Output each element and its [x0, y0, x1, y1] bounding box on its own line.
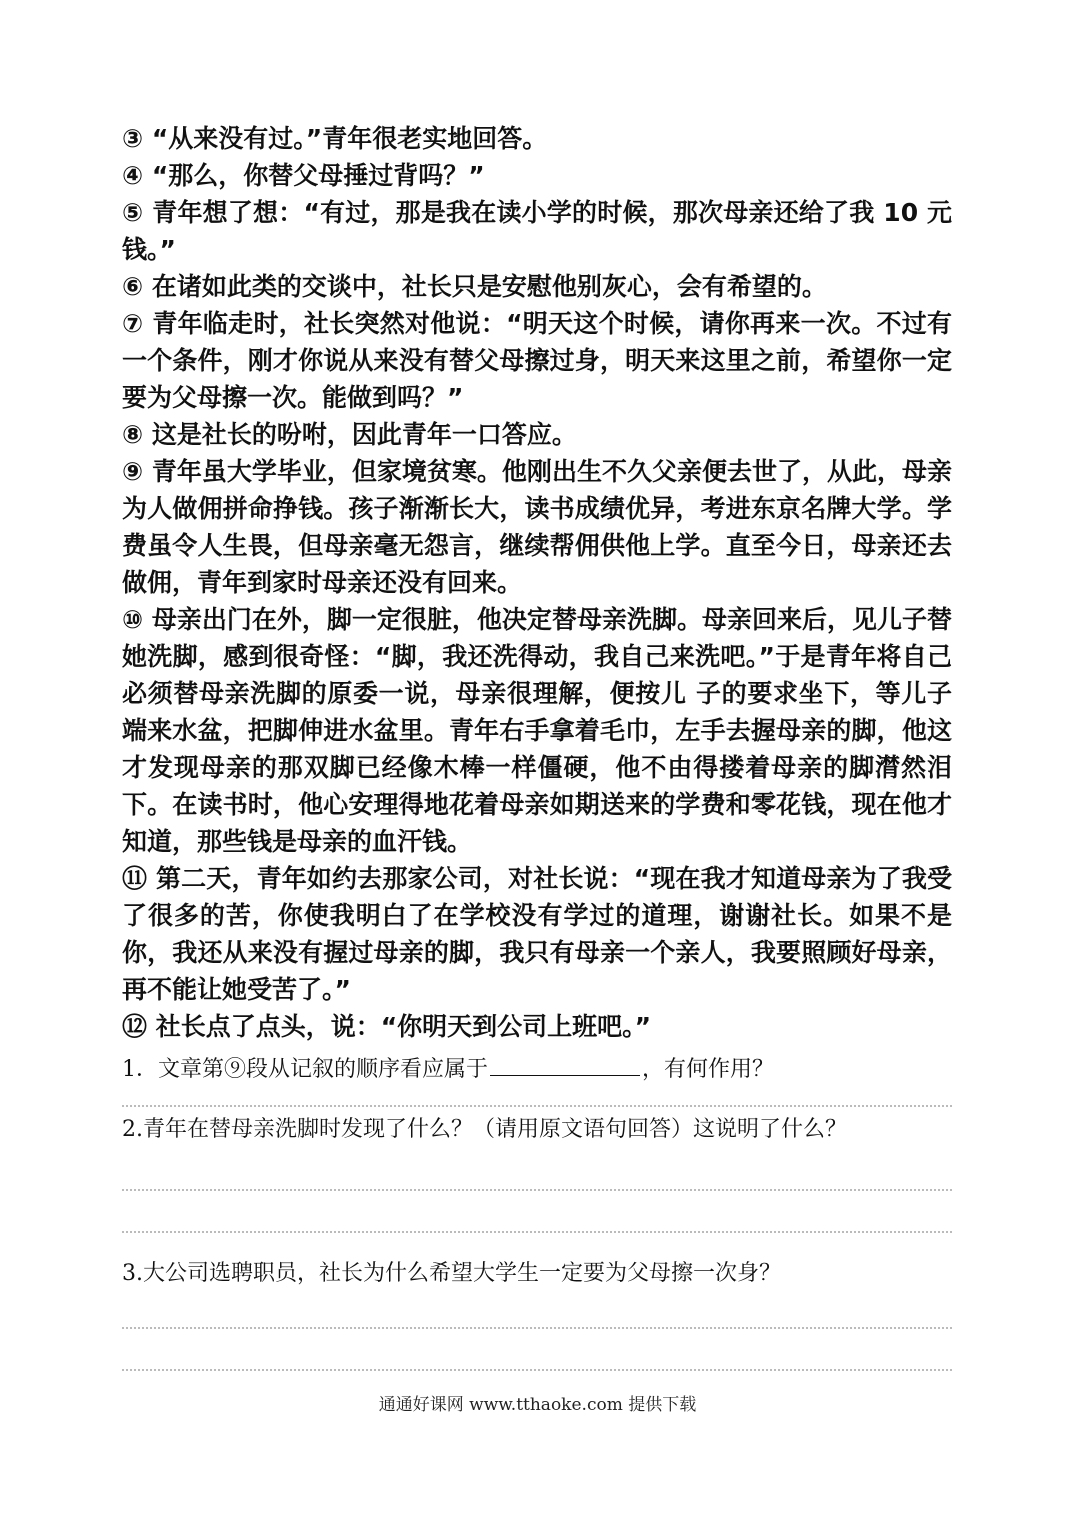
question-1-suffix: ，有何作用？	[642, 1057, 775, 1082]
paragraph-7: ⑦ 青年临走时，社长突然对他说：“明天这个时候，请你再来一次。不过有一个条件，刚才你说从来没有替父母擦过身，明天来这里之前，希望你一定要为父母擦一次。能做到吗？”	[122, 309, 952, 412]
answer-line-2[interactable]	[122, 1187, 952, 1191]
answer-line-4[interactable]	[122, 1325, 952, 1329]
paragraph-5: ⑤ 青年想了想：“有过，那是我在读小学的时候，那次母亲还给了我 10 元钱。”	[122, 198, 952, 264]
paragraph-12: ⑫ 社长点了点头，说：“你明天到公司上班吧。”	[122, 1012, 652, 1041]
question-2: 2.青年在替母亲洗脚时发现了什么？（请用原文语句回答）这说明了什么？	[122, 1117, 847, 1142]
paragraph-4: ④ “那么，你替父母捶过背吗？”	[122, 161, 485, 190]
answer-line-5[interactable]	[122, 1367, 952, 1371]
paragraph-8: ⑧ 这是社长的吩咐，因此青年一口答应。	[122, 420, 577, 449]
answer-blank[interactable]	[490, 1053, 640, 1076]
paragraph-3: ③ “从来没有过。”青年很老实地回答。	[122, 124, 548, 153]
paragraph-11: ⑪ 第二天，青年如约去那家公司，对社长说：“现在我才知道母亲为了我受了很多的苦，你使我明白了在学校没有学过的道理，谢谢社长。如果不是你，我还从来没有握过母亲的脚，我只有母亲一个亲人，我要照顾好母亲，再不能让她受苦了。”	[122, 864, 952, 1004]
question-1-prompt: 1．文章第⑨段从记叙的顺序看应属于	[122, 1057, 488, 1082]
question-3: 3.大公司选聘职员，社长为什么希望大学生一定要为父母擦一次身？	[122, 1261, 781, 1286]
paragraph-9: ⑨ 青年虽大学毕业，但家境贫寒。他刚出生不久父亲便去世了，从此，母亲为人做佣拼命挣钱。孩子渐渐长大，读书成绩优异，考进东京名牌大学。学费虽令人生畏，但母亲毫无怨言，继续帮佣供他上学。直至今日，母亲还去做佣，青年到家时母亲还没有回来。	[122, 457, 952, 597]
paragraph-6: ⑥ 在诸如此类的交谈中，社长只是安慰他别灰心，会有希望的。	[122, 272, 827, 301]
article-body	[122, 120, 952, 1371]
answer-line-1[interactable]	[122, 1103, 952, 1107]
paragraph-10: ⑩ 母亲出门在外，脚一定很脏，他决定替母亲洗脚。母亲回来后，见儿子替她洗脚，感到很奇怪：“脚，我还洗得动，我自己来洗吧。”于是青年将自己必须替母亲洗脚的原委一说，母亲很理解，便按儿 子的要求坐下，等儿子端来水盆，把脚伸进水盆里。青年右手拿着毛巾，左手去握母亲的脚，他这才发现母亲的那双脚已经像木棒一样僵硬，他不由得搂着母亲的脚潸然泪下。在读书时，他心安理得地花着母亲如期送来的学费和零花钱，现在他才知道，那些钱是母亲的血汗钱。	[122, 605, 952, 856]
question-1	[122, 1053, 952, 1087]
page-footer: 通通好课网 www.tthaoke.com 提供下载	[378, 1395, 697, 1415]
answer-line-3[interactable]	[122, 1229, 952, 1233]
